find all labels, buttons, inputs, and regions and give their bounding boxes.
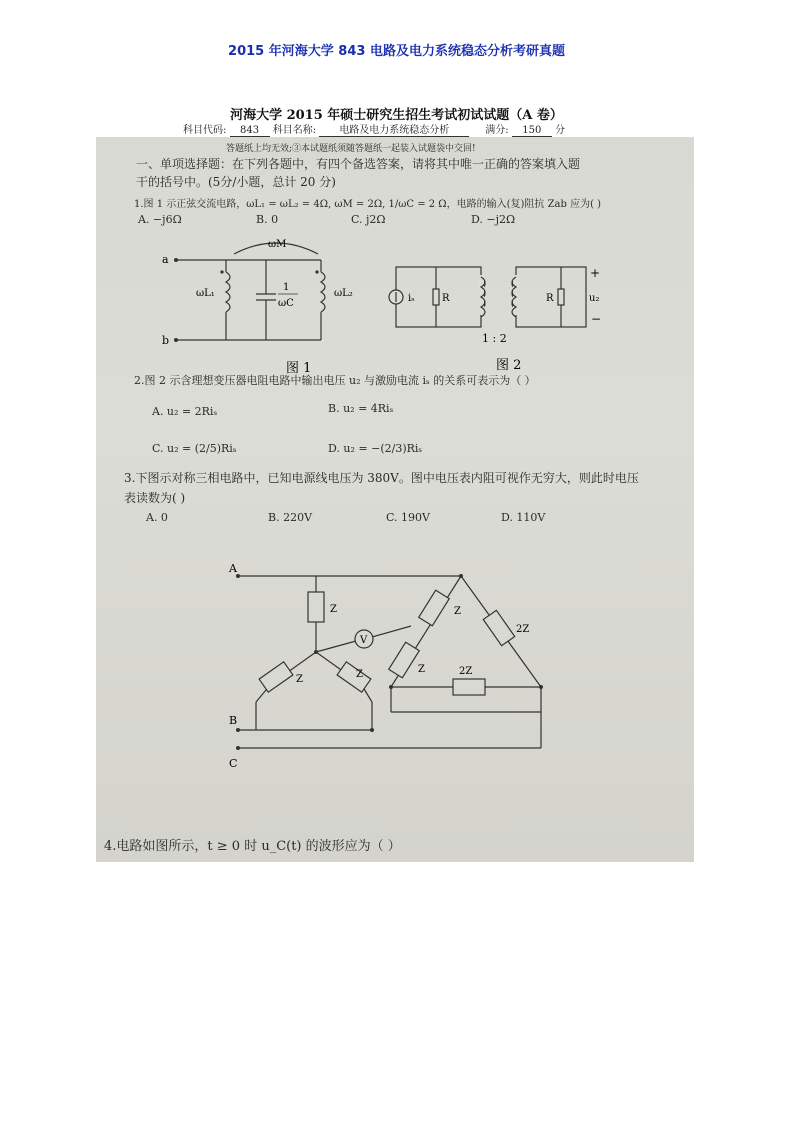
fig3-2z-bottom: 2Z: [459, 666, 473, 677]
code-value: 843: [230, 125, 270, 137]
score-label: 满分:: [485, 125, 509, 136]
fig3-phase-a: A: [229, 562, 237, 575]
q4-text: 4.电路如图所示，t ≥ 0 时 u_C(t) 的波形应为（ ）: [104, 839, 401, 854]
q1-text: 1.图 1 示正弦交流电路，ωL₁ = ωL₂ = 4Ω, ωM = 2Ω, 1/ωC = 2 Ω，电路的输入(复)阻抗 Zab 应为( ): [134, 199, 602, 210]
fig3-voltmeter: V: [360, 635, 368, 646]
section1-line2: 干的括号中。(5分/小题，总计 20 分): [136, 175, 336, 189]
fig3-z-delta-mid: Z: [418, 664, 425, 675]
fig3-phase-b: B: [229, 714, 238, 727]
q2-option-d: D. u₂ = −(2/3)Riₛ: [328, 442, 423, 455]
q3-option-a: A. 0: [146, 511, 168, 524]
fig1-mutual-label: ωM: [268, 239, 287, 250]
fig2-u2-label: u₂: [589, 293, 600, 304]
document-banner-title: 2015 年河海大学 843 电路及电力系统稳态分析考研真题: [228, 44, 565, 59]
q3-option-b: B. 220V: [268, 511, 313, 524]
fig3-z-left: Z: [296, 674, 303, 685]
q2-text: 2.图 2 示含理想变压器电阻电路中输出电压 u₂ 与激励电流 iₛ 的关系可表示为（ ）: [134, 374, 536, 387]
figure-3-three-phase-circuit: [226, 562, 566, 777]
notice-line: 答题纸上均无效;③本试题纸须随答题纸一起装入试题袋中交回!: [226, 144, 476, 154]
figure-2-circuit: [386, 257, 606, 377]
q1-option-b: B. 0: [256, 213, 279, 226]
q1-option-a: A. −j6Ω: [138, 213, 182, 226]
fig3-z-top: Z: [330, 604, 337, 615]
q3-line1: 3.下图示对称三相电路中，已知电源线电压为 380V。图中电压表内阻可视作无穷大，则此时电压: [124, 471, 639, 485]
fig2-plus: +: [590, 266, 601, 280]
fig2-r1-label: R: [442, 293, 450, 304]
q2-option-b: B. u₂ = 4Riₛ: [328, 402, 394, 415]
q3-option-d: D. 110V: [501, 511, 546, 524]
fig2-minus: −: [591, 312, 602, 326]
code-label: 科目代码:: [183, 125, 227, 136]
fig1-cap-denominator: ωC: [278, 298, 294, 309]
fig3-phase-c: C: [229, 757, 238, 770]
exam-photo: [96, 137, 694, 862]
fig1-caption: 图 1: [286, 361, 312, 376]
fig1-wL2-label: ωL₂: [334, 288, 353, 299]
fig3-z-delta-left: Z: [454, 606, 461, 617]
q3-line2: 表读数为( ): [124, 491, 186, 505]
q1-option-d: D. −j2Ω: [471, 213, 516, 226]
subject-label: 科目名称:: [272, 125, 317, 136]
fig2-caption: 图 2: [496, 358, 522, 373]
fig2-ratio-label: 1 : 2: [482, 332, 507, 345]
subject-value: 电路及电力系统稳态分析: [319, 121, 469, 137]
section1-line1: 一、单项选择题：在下列各题中，有四个备选答案，请将其中唯一正确的答案填入题: [136, 157, 581, 171]
fig2-r2-label: R: [546, 293, 554, 304]
exam-meta: [183, 121, 565, 137]
exam-title: 河海大学 2015 年硕士研究生招生考试初试试题（A 卷）: [230, 108, 563, 123]
q2-option-c: C. u₂ = (2/5)Riₛ: [152, 442, 237, 455]
figure-1-circuit: [156, 232, 416, 382]
fig1-cap-numerator: 1: [283, 282, 290, 293]
fig3-z-right: Z: [356, 669, 363, 680]
q1-option-c: C. j2Ω: [351, 213, 386, 226]
fig2-is-label: iₛ: [408, 293, 415, 304]
fig1-wL1-label: ωL₁: [196, 288, 215, 299]
q2-option-a: A. u₂ = 2Riₛ: [152, 405, 218, 418]
fig1-node-a: a: [162, 253, 169, 266]
fig1-node-b: b: [162, 334, 170, 347]
score-unit: 分: [554, 125, 565, 136]
fig3-2z-right: 2Z: [516, 624, 530, 635]
q3-option-c: C. 190V: [386, 511, 430, 524]
score-value: 150: [512, 125, 552, 137]
